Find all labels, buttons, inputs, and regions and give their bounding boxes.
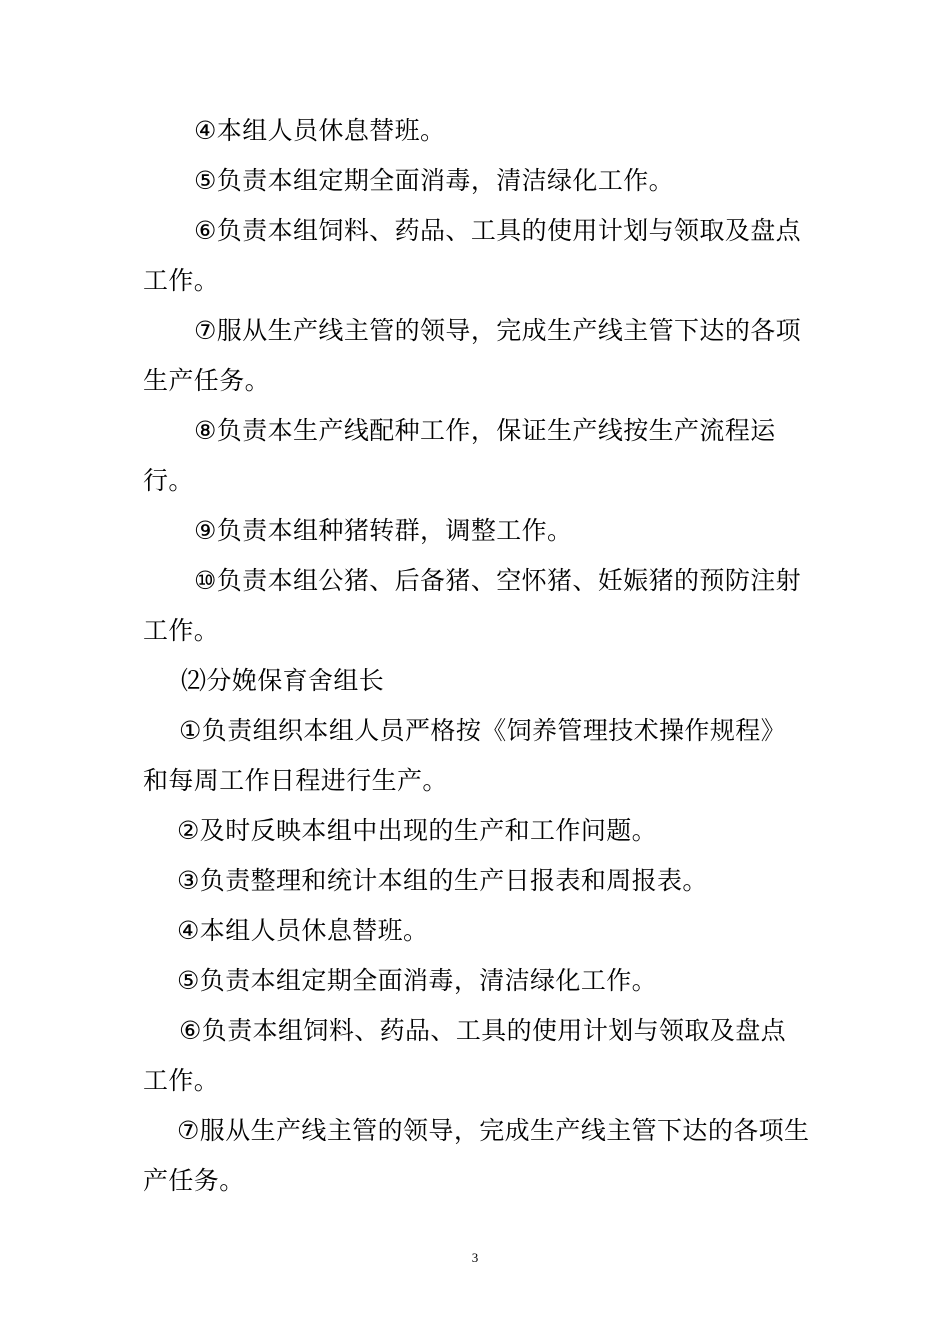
paragraph: ⑥负责本组饲料、药品、工具的使用计划与领取及盘点工作。	[143, 1016, 787, 1095]
page-number: 3	[471, 1250, 479, 1265]
paragraph: ②及时反映本组中出现的生产和工作问题。	[177, 816, 658, 845]
paragraph: ⑥负责本组饲料、药品、工具的使用计划与领取及盘点工作。	[143, 216, 802, 295]
paragraph: ⑨负责本组种猪转群，调整工作。	[194, 516, 573, 545]
paragraph: ⑦服从生产线主管的领导，完成生产线主管下达的各项生产任务。	[143, 1116, 810, 1195]
paragraph: ⑤负责本组定期全面消毒，清洁绿化工作。	[177, 966, 658, 995]
section-heading: ⑵分娩保育舍组长	[181, 666, 385, 695]
document-body	[143, 106, 811, 1206]
paragraph: ⑩负责本组公猪、后备猪、空怀猪、妊娠猪的预防注射工作。	[143, 566, 802, 645]
paragraph: ③负责整理和统计本组的生产日报表和周报表。	[177, 866, 708, 895]
paragraph: ⑧负责本生产线配种工作，保证生产线按生产流程运行。	[143, 416, 776, 495]
paragraph: ⑤负责本组定期全面消毒，清洁绿化工作。	[194, 166, 675, 195]
paragraph: ④本组人员休息替班。	[194, 116, 446, 145]
paragraph: ①负责组织本组人员严格按《饲养管理技术操作规程》和每周工作日程进行生产。	[143, 716, 787, 795]
paragraph: ⑦服从生产线主管的领导，完成生产线主管下达的各项生产任务。	[143, 316, 802, 395]
paragraph: ④本组人员休息替班。	[177, 916, 429, 945]
